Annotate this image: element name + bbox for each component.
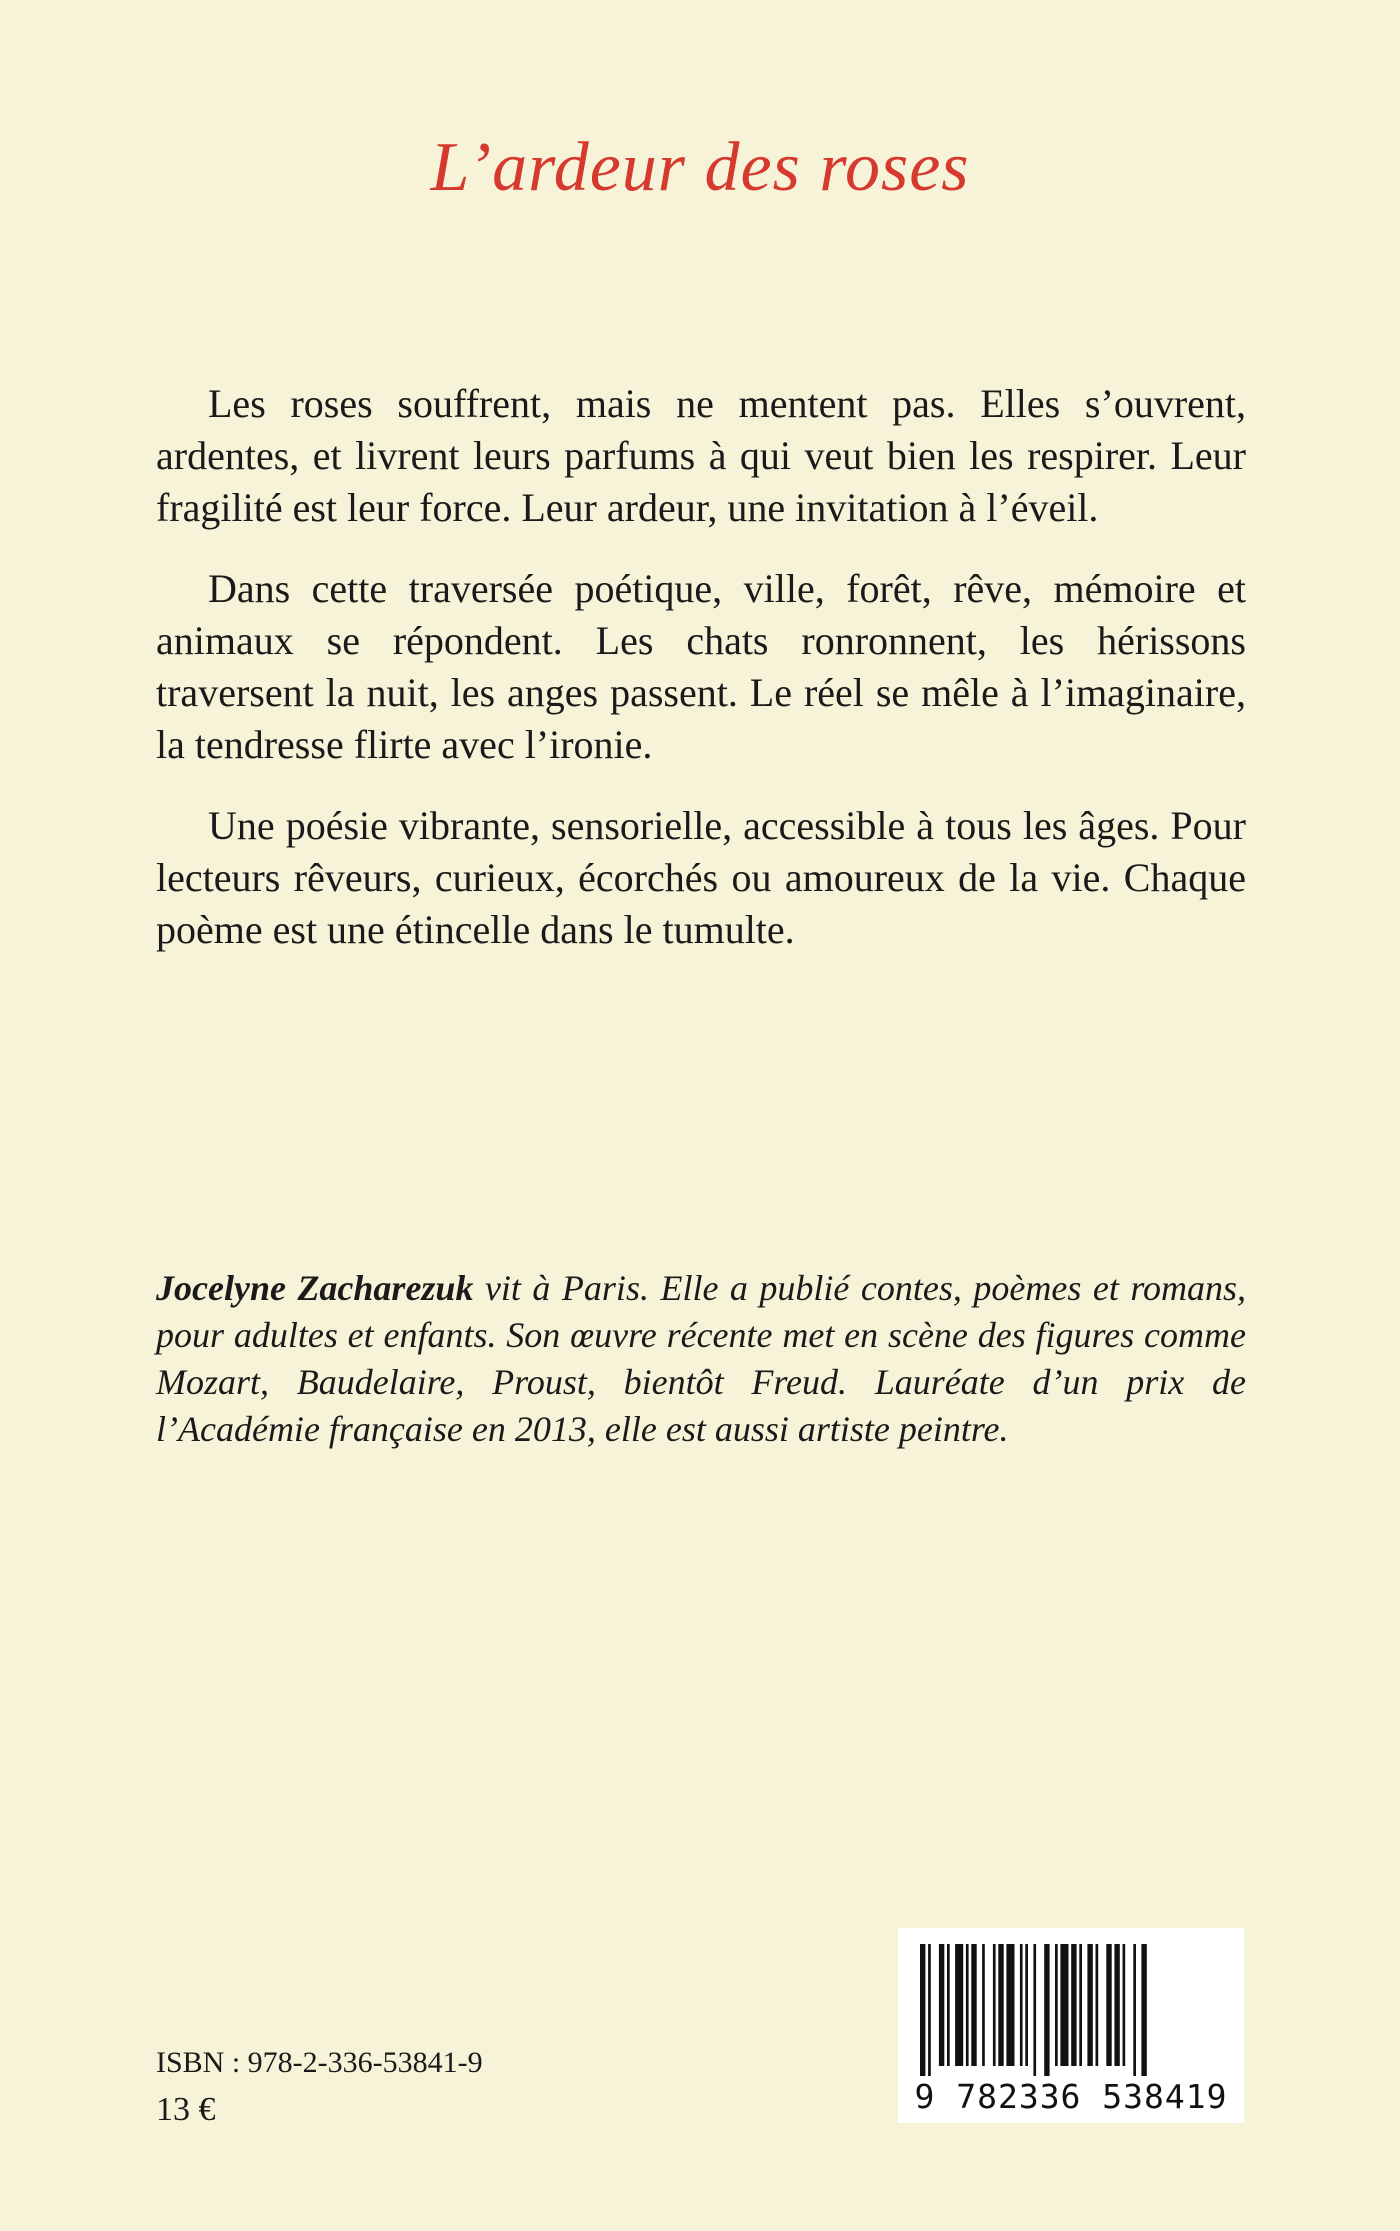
- barcode-bar: [955, 1944, 963, 2066]
- barcode-bar: [1079, 1944, 1082, 2066]
- barcode-bar: [1106, 1944, 1111, 2066]
- author-name: Jocelyne Zacharezuk: [156, 1268, 474, 1308]
- author-bio-text: vit à Paris. Elle a publié contes, poèmes et romans, pour adultes et enfants. Son œuvre récente met en scène des figures comme Mozart, Baudelaire, Proust, bientôt Freud. Lauréate d’un prix de l’Académie française en 2013, elle est aussi artiste peintre.: [156, 1268, 1246, 1449]
- barcode-bar: [998, 1944, 1003, 2066]
- barcode-bar: [1071, 1944, 1076, 2066]
- barcode-bar: [1033, 1944, 1036, 2076]
- barcode-bar: [1123, 1944, 1126, 2066]
- isbn-number: ISBN : 978-2-336-53841-9: [156, 2046, 483, 2079]
- price: 13 €: [156, 2091, 216, 2128]
- blurb-paragraph-3: Une poésie vibrante, sensorielle, accessible à tous les âges. Pour lecteurs rêveurs, curieux, écorchés ou amoureux de la vie. Chaque poème est une étincelle dans le tumulte.: [156, 803, 1246, 952]
- barcode: [898, 1928, 1244, 2123]
- barcode-digits: 9 782336 538419: [914, 2077, 1228, 2116]
- barcode-bar: [1096, 1944, 1099, 2066]
- barcode-bar: [1044, 1944, 1049, 2076]
- barcode-bar: [1006, 1944, 1014, 2066]
- barcode-bars-image: [898, 1928, 1244, 2078]
- barcode-bar: [966, 1944, 969, 2066]
- barcode-bar: [1060, 1944, 1068, 2066]
- barcode-bar: [947, 1944, 950, 2066]
- barcode-bar: [920, 1944, 925, 2076]
- barcode-bar: [1087, 1944, 1092, 2066]
- barcode-bar: [1020, 1944, 1023, 2066]
- barcode-bar: [1133, 1944, 1136, 2076]
- barcode-bar: [939, 1944, 944, 2066]
- barcode-bar: [1141, 1944, 1146, 2076]
- barcode-bar: [993, 1944, 996, 2066]
- barcode-bar: [928, 1944, 931, 2076]
- blurb-paragraph-1: Les roses souffrent, mais ne mentent pas. Elles s’ouvrent, ardentes, et livrent leurs parfums à qui veut bien les respirer. Leur fragilité est leur force. Leur ardeur, une invitation à l’éveil.: [156, 381, 1246, 530]
- barcode-bar: [1025, 1944, 1028, 2066]
- barcode-bar: [971, 1944, 976, 2066]
- barcode-bar: [982, 1944, 985, 2066]
- blurb-text: [156, 378, 1246, 985]
- barcode-bar: [1114, 1944, 1119, 2066]
- barcode-bar: [1055, 1944, 1058, 2066]
- blurb-paragraph-2: Dans cette traversée poétique, ville, forêt, rêve, mémoire et animaux se répondent. Les chats ronronnent, les hérissons traversent la nuit, les anges passent. Le réel se mêle à l’imaginaire, la tendresse flirte avec l’ironie.: [156, 566, 1246, 767]
- author-bio: [156, 1265, 1246, 1453]
- book-title: L’ardeur des roses: [430, 129, 970, 206]
